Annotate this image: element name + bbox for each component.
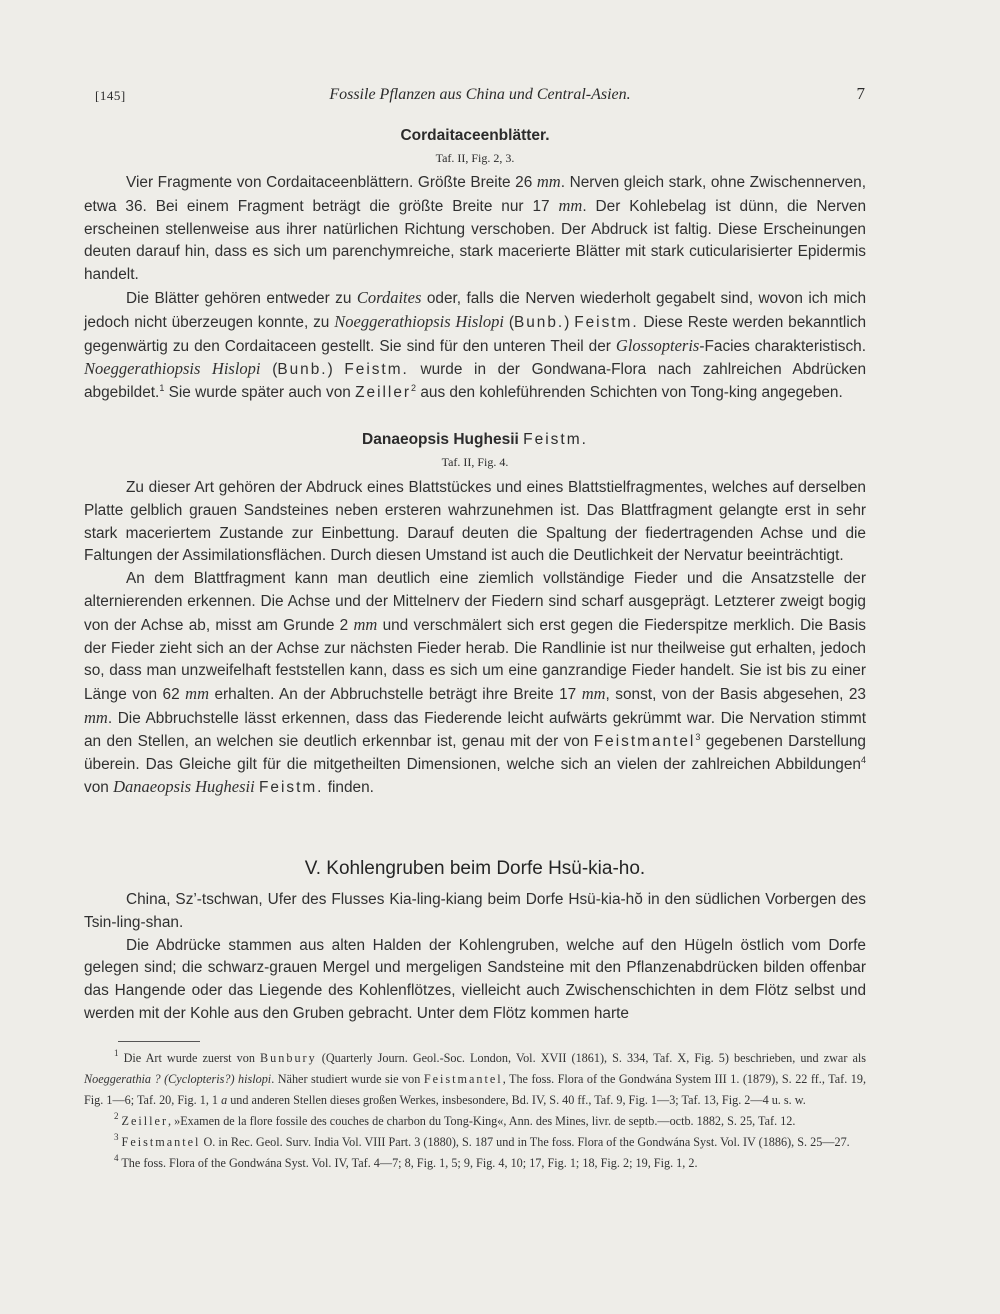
section-cordaitaceen: [84, 127, 866, 166]
running-title: Fossile Pflanzen aus China und Central-Asien.: [329, 86, 631, 103]
footnote-1: $^1$ Die Art wurde zuerst von Bunbury (Quarterly Journ. Geol.-Soc. London, Vol. XVII (1861), S. 334, Taf. X, Fig. 5) beschrieben, und zwar als Noeggerathia ? (Cyclopteris?) hislopi. Näher studiert wurde sie von Feistmantel, The foss. Flora of the Gondwána System III 1. (1879), S. 22 ff., Taf. 19, Fig. 1—6; Taf. 20, Fig. 1, 1 a und anderen Stellen dieses großen Werkes, insbesondere, Bd. IV, S. 40 ff., Taf. 9, Fig. 1—3; Taf. 13, Fig. 2—4 u. s. w.: [84, 1048, 866, 1107]
paragraph: Die Blätter gehören entweder zu Cordaites oder, falls die Nerven wiederholt gegabelt sind, wovon ich mich jedoch nicht überzeugen konnte, zu Noeggerathiopsis Hislopi (Bunb.) Feistm. Diese Reste werden bekanntlich gegenwärtig zu den Cordaitaceen gestellt. Sie sind für den unteren Theil der Glossopteris-Facies charakteristisch. Noeggerathiopsis Hislopi (Bunb.) Feistm. wurde in der Gondwana-Flora nach zahlreichen Abdrücken abgebildet.$^1$ Sie wurde später auch von Zeiller$^2$ aus den kohleführenden Schichten von Tong-king angegeben.: [84, 287, 867, 402]
paragraph: Die Abdrücke stammen aus alten Halden der Kohlengruben, welche auf den Hügeln östlich vom Dorfe gelegen sind; die schwarz-grauen Mergel und mergeligen Sandsteine mit den Pflanzenabdrücken bilden offenbar das Hangende oder das Liegende des Kohlenflötzes, vielleicht auch Zwischenschichten in dem Flötz selbst und werden mit der Kohle aus den Gruben gebracht. Unter dem Flötz kommen harte: [84, 936, 866, 1022]
paragraph: Zu dieser Art gehören der Abdruck eines Blattstückes und eines Blattstielfragmentes, welches auf derselben Platte gelblich grauen Sandsteines neben ersteren wahrzunehmen ist. Das Blattfragment gelangte erst in sehr stark maceriertem Zustande zur Einbettung. Darauf deuten die Spaltung der fiedertragenden Achse und die Faltungen der Assimilationsflächen. Durch diesen Umstand ist auch die Deutlichkeit der Nervatur beeinträchtigt.: [84, 479, 866, 565]
footnote-ref: 4: [860, 754, 866, 765]
footnotes: [84, 1048, 866, 1174]
paragraph: Vier Fragmente von Cordaitaceenblättern. Größte Breite 26 mm. Nerven gleich stark, ohne Zwischennerven, etwa 36. Bei einem Fragment beträgt die größte Breite nur 17 mm. Der Kohlebelag ist dünn, die Nerven erscheinen stellenweise aus ihrer natürlichen Richtung verschoben. Der Abdruck ist faltig. Diese Erscheinungen deuten darauf hin, dass es sich um parenchymreiche, stark macerierte Blätter mit stark cuticularisierter Epidermis handelt.: [84, 172, 867, 284]
section-title: Cordaitaceenblätter.: [400, 127, 550, 144]
section-title: Danaeopsis Hughesii Feistm.: [362, 431, 588, 448]
page-number: 7: [856, 84, 865, 103]
page-reference: [145]: [95, 88, 126, 103]
footnote-4: $^4$ The foss. Flora of the Gondwána Syst. Vol. IV, Taf. 4—7; 8, Fig. 1, 5; 9, Fig. 4, 10; 17, Fig. 1; 18, Fig. 2; 19, Fig. 1, 2.: [114, 1153, 698, 1170]
paragraph: An dem Blattfragment kann man deutlich eine ziemlich vollständige Fieder und die Ansatzstelle der alternierenden erkennen. Die Achse und der Mittelnerv der Fiedern sind scharf ausgeprägt. Letzterer zweigt bogig von der Achse ab, misst am Grunde 2 mm und verschmälert sich erst gegen die Fiederspitze merklich. Die Basis der Fieder zieht sich an der Achse zur nächsten Fieder herab. Die Randlinie ist nur theilweise gut erhalten, jedoch so, dass man unzweifelhaft feststellen kann, dass es sich um eine ganzrandige Fieder handelt. Sie ist bis zu einer Länge von 62 mm erhalten. An der Abbruchstelle beträgt ihre Breite 17 mm, sonst, von der Basis abgesehen, 23 mm. Die Abbruchstelle lässt erkennen, dass das Fiederende leicht aufwärts gekrümmt war. Die Nervation stimmt an den Stellen, an welchen sie deutlich erkennbar ist, genau mit der von Feistmantel$^3$ gegebenen Darstellung überein. Das Gleiche gilt für die mitgetheilten Dimensionen, welche sich an vielen der zahlreichen Abbildungen$^4$ von Danaeopsis Hughesii Feistm. finden.: [84, 570, 866, 797]
paragraph: China, Sz’-tschwan, Ufer des Flusses Kia-ling-kiang beim Dorfe Hsü-kia-hŏ in den südlichen Vorbergen des Tsin-ling-shan.: [84, 891, 866, 931]
footnote-ref: 1: [159, 383, 165, 394]
running-header: [95, 84, 865, 110]
footnote-3: $^3$ Feistmantel O. in Rec. Geol. Surv. India Vol. VIII Part. 3 (1880), S. 187 und in The foss. Flora of the Gondwána Syst. Vol. IV (1886), S. 25—27.: [114, 1132, 850, 1149]
footnote-rule: [118, 1041, 200, 1042]
footnote-2: $^2$ Zeiller, »Examen de la flore fossile des couches de charbon du Tong-King«, Ann. des Mines, livr. de septb.—octb. 1882, S. 25, Taf. 12.: [114, 1111, 796, 1128]
section-danaeopsis: [84, 431, 866, 470]
section-hsue-kia-ho: [84, 858, 866, 880]
section-hsue-kia-ho-body: [84, 889, 866, 1026]
plate-reference: Taf. II, Fig. 4.: [441, 455, 509, 469]
section-cordaitaceen-body: [84, 171, 866, 405]
chapter-title: V. Kohlengruben beim Dorfe Hsü-kia-ho.: [304, 858, 646, 879]
section-danaeopsis-body: [84, 477, 866, 800]
footnote-ref: 3: [695, 731, 701, 742]
plate-reference: Taf. II, Fig. 2, 3.: [435, 151, 515, 165]
footnote-ref: 2: [411, 383, 417, 394]
